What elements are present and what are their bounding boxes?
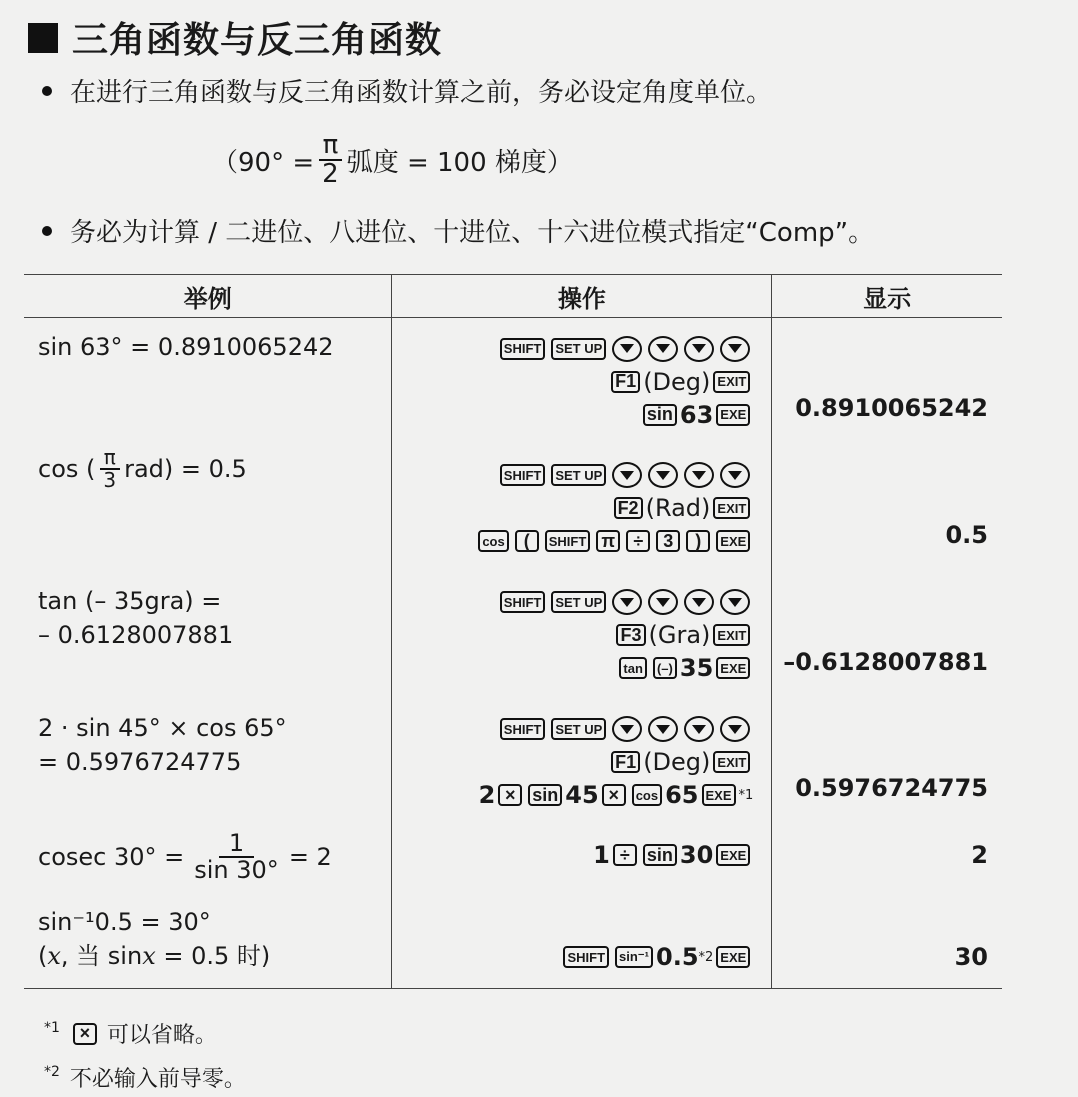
header-operation: 操作: [392, 275, 772, 318]
cursor-down-icon: [684, 589, 714, 615]
example-line-2: [38, 939, 391, 973]
table-row: [24, 572, 1002, 699]
op-number: 35: [679, 654, 714, 682]
op-number: 63: [679, 400, 714, 429]
example-den: 3: [103, 467, 117, 492]
example-cell: [24, 572, 392, 699]
display-cell: [772, 318, 1002, 445]
cursor-down-icon: [684, 462, 714, 488]
negative-key-icon: (–): [653, 657, 677, 679]
f1-key-icon: F1: [611, 371, 640, 393]
cursor-down-icon: [648, 336, 678, 362]
setup-key-icon: SET UP: [551, 718, 606, 740]
example-post: = 2: [288, 842, 332, 871]
multiply-key-icon: ×: [498, 784, 522, 806]
lparen-key-icon: (: [515, 530, 539, 552]
setup-key-icon: SET UP: [551, 464, 606, 486]
table-header-row: [24, 275, 1002, 318]
display-value: 0.8910065242: [795, 394, 988, 422]
example-text: [24, 825, 391, 883]
example-line-2: – 0.6128007881: [38, 620, 234, 649]
cursor-down-icon: [648, 716, 678, 742]
footnote-text: 可以省略。: [106, 1023, 217, 1048]
setup-key-icon: SET UP: [551, 338, 606, 360]
example-end: = 0.5 时): [155, 941, 271, 970]
f3-key-icon: F3: [616, 624, 645, 646]
operation-cell: [392, 825, 772, 893]
example-fraction: [190, 828, 283, 884]
cursor-down-icon: [720, 336, 750, 362]
operation-cell: [392, 893, 772, 989]
display-value: 2: [971, 840, 988, 869]
cursor-down-icon: [720, 589, 750, 615]
display-value: 0.5: [945, 520, 988, 549]
op-number: 65: [665, 781, 699, 809]
op-number: 1: [593, 841, 610, 869]
cursor-down-icon: [720, 716, 750, 742]
operation-cell: [392, 318, 772, 445]
bullet-1-text: 在进行三角函数与反三角函数计算之前，务必设定角度单位。: [70, 78, 773, 108]
shift-key-icon: SHIFT: [500, 718, 546, 740]
example-cell: [24, 825, 392, 893]
sin-key-icon: sin: [643, 404, 677, 426]
divide-key-icon: ÷: [626, 530, 650, 552]
display-cell: [772, 699, 1002, 825]
op-number: 30: [679, 841, 714, 869]
display-value: 0.5976724775: [795, 773, 988, 802]
multiply-key-icon: ×: [602, 784, 626, 806]
f1-key-icon: F1: [611, 751, 640, 773]
cursor-down-icon: [684, 716, 714, 742]
cursor-down-icon: [612, 336, 642, 362]
footnote-2: [44, 1062, 246, 1093]
example-x2: x: [142, 941, 156, 970]
cos-key-icon: cos: [478, 530, 508, 552]
divide-key-icon: ÷: [613, 844, 637, 866]
operation-cell: [392, 699, 772, 825]
table-row: [24, 825, 1002, 893]
exe-key-icon: EXE: [716, 946, 750, 968]
title-square-icon: [28, 23, 58, 53]
three-key-icon: 3: [656, 530, 680, 552]
bullet-2: [42, 212, 874, 249]
exe-key-icon: EXE: [716, 657, 750, 679]
display-cell: [772, 825, 1002, 893]
formula-fraction: [318, 132, 343, 189]
example-open: (: [38, 941, 48, 970]
example-num: π: [100, 447, 120, 470]
page-title-text: 三角函数与反三角函数: [72, 20, 443, 61]
table-row: [24, 893, 1002, 989]
example-mid: , 当 sin: [60, 941, 143, 970]
example-post: rad) = 0.5: [124, 454, 247, 483]
cursor-down-icon: [720, 462, 750, 488]
op-number: 0.5: [656, 943, 699, 971]
f2-key-icon: F2: [614, 497, 643, 519]
exit-key-icon: EXIT: [713, 624, 750, 646]
formula-after: 弧度 = 100 梯度）: [346, 147, 573, 178]
example-line-2: = 0.5976724775: [38, 747, 242, 776]
example-text: [24, 445, 391, 491]
example-cell: [24, 699, 392, 825]
multiply-key-icon: ×: [73, 1023, 97, 1045]
cursor-down-icon: [612, 462, 642, 488]
example-pre: cos (: [38, 454, 96, 483]
footnote-mark: *2: [698, 949, 714, 965]
tan-key-icon: tan: [619, 657, 647, 679]
operation-cell: [392, 572, 772, 699]
example-x: x: [47, 941, 61, 970]
exe-key-icon: EXE: [716, 530, 750, 552]
bullet-dot-icon: [42, 226, 52, 236]
example-text: [24, 893, 391, 973]
exe-key-icon: EXE: [716, 844, 750, 866]
example-cell: [24, 893, 392, 989]
angle-formula: [212, 132, 573, 189]
display-cell: [772, 893, 1002, 989]
example-line-1: tan (– 35gra) =: [38, 586, 222, 615]
example-den: sin 30°: [194, 855, 279, 884]
op-text: (Gra): [648, 621, 711, 649]
op-text: (Deg): [643, 367, 711, 396]
sin-key-icon: sin: [643, 844, 677, 866]
footnote-mark: *1: [44, 1019, 60, 1036]
cursor-down-icon: [684, 336, 714, 362]
example-cell: [24, 318, 392, 445]
table-row: [24, 445, 1002, 572]
op-number: 2: [478, 781, 496, 809]
cursor-down-icon: [612, 716, 642, 742]
exe-key-icon: EXE: [716, 404, 750, 426]
page-title: [28, 12, 442, 63]
table-row: [24, 318, 1002, 445]
footnote-text: 不必输入前导零。: [69, 1067, 246, 1092]
arcsin-key-icon: sin⁻¹: [615, 946, 653, 968]
bullet-2-text: 务必为计算 / 二进位、八进位、十进位、十六进位模式指定“Comp”。: [70, 218, 875, 248]
cursor-down-icon: [612, 589, 642, 615]
example-text: [24, 699, 391, 779]
shift-key-icon: SHIFT: [545, 530, 591, 552]
display-value: 30: [954, 942, 988, 971]
exit-key-icon: EXIT: [713, 751, 750, 773]
example-fraction: [99, 444, 120, 492]
footnote-1: [44, 1018, 217, 1049]
setup-key-icon: SET UP: [551, 591, 606, 613]
formula-den: 2: [322, 159, 339, 190]
footnote-mark: *1: [738, 787, 754, 803]
display-cell: [772, 445, 1002, 572]
header-display: 显示: [772, 275, 1002, 318]
pi-key-icon: π: [596, 530, 620, 552]
exit-key-icon: EXIT: [713, 497, 750, 519]
table-row: [24, 699, 1002, 825]
operation-cell: [392, 445, 772, 572]
example-line-1: 2 · sin 45° × cos 65°: [38, 713, 287, 742]
example-pre: cosec 30° =: [38, 842, 185, 871]
example-num: 1: [219, 831, 254, 858]
example-text: sin 63° = 0.8910065242: [38, 333, 334, 361]
cursor-down-icon: [648, 462, 678, 488]
rparen-key-icon: ): [686, 530, 710, 552]
shift-key-icon: SHIFT: [563, 946, 609, 968]
shift-key-icon: SHIFT: [500, 338, 546, 360]
example-text: [24, 572, 391, 652]
op-text: (Deg): [643, 748, 711, 776]
header-example: 举例: [24, 275, 392, 318]
display-cell: [772, 572, 1002, 699]
shift-key-icon: SHIFT: [500, 591, 546, 613]
example-cell: [24, 445, 392, 572]
exit-key-icon: EXIT: [713, 371, 750, 393]
sin-key-icon: sin: [528, 784, 562, 806]
cos-key-icon: cos: [632, 784, 662, 806]
shift-key-icon: SHIFT: [500, 464, 546, 486]
exe-key-icon: EXE: [702, 784, 736, 806]
formula-open: （90° =: [212, 147, 315, 178]
display-value: –0.6128007881: [783, 647, 988, 676]
example-line-1: sin⁻¹0.5 = 30°: [38, 907, 211, 936]
formula-num: π: [319, 132, 343, 161]
op-text: (Rad): [645, 494, 711, 522]
op-number: 45: [565, 781, 599, 809]
bullet-dot-icon: [42, 86, 52, 96]
bullet-1: [42, 72, 772, 109]
footnote-mark: *2: [44, 1063, 60, 1080]
examples-table: [24, 274, 1002, 989]
cursor-down-icon: [648, 589, 678, 615]
